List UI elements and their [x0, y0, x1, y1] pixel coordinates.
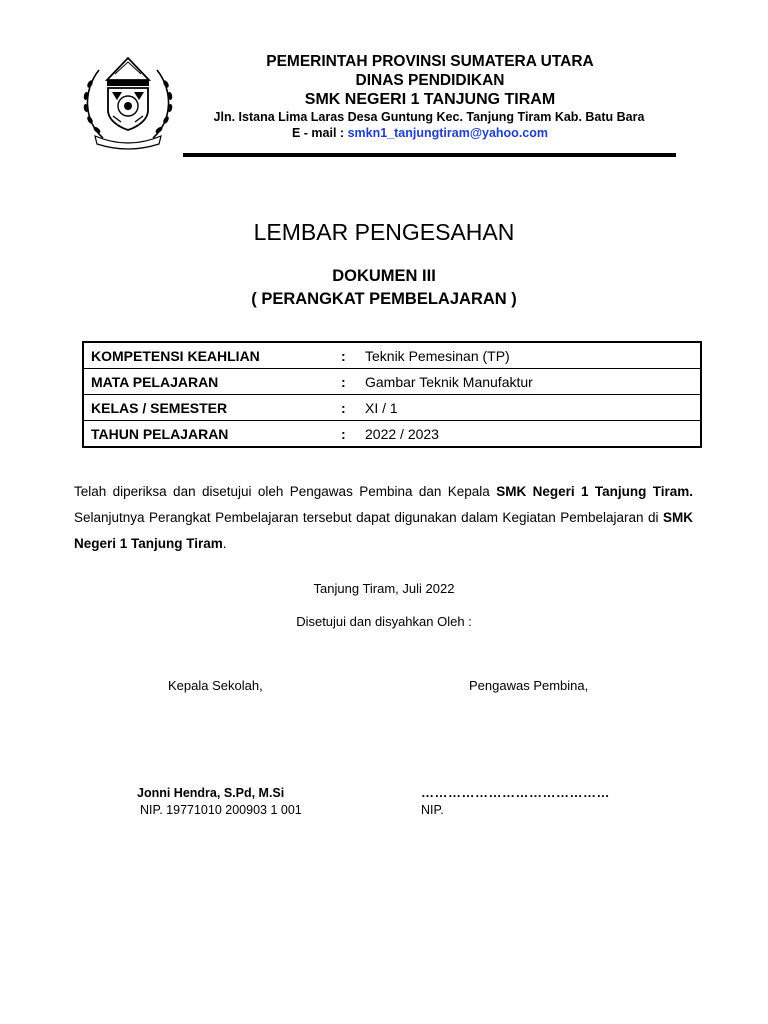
approval-paragraph: [74, 479, 693, 557]
principal-role: Kepala Sekolah,: [168, 678, 263, 693]
table-row: [83, 369, 701, 395]
info-key: KOMPETENSI KEAHLIAN: [83, 342, 341, 369]
info-colon: :: [341, 395, 363, 421]
paragraph-school-bold: SMK Negeri 1 Tanjung Tiram: [74, 510, 693, 551]
info-value: 2022 / 2023: [363, 421, 701, 448]
page-title: LEMBAR PENGESAHAN: [253, 219, 515, 245]
letterhead-email: [160, 126, 680, 140]
paragraph-text: Selanjutnya Perangkat Pembelajaran tersebut dapat digunakan dalam Kegiatan Pembelajaran di: [74, 510, 663, 525]
email-label: E - mail :: [291, 126, 348, 140]
info-value: Gambar Teknik Manufaktur: [363, 369, 701, 395]
supervisor-role: Pengawas Pembina,: [469, 678, 589, 693]
principal-name: Jonni Hendra, S.Pd, M.Si: [137, 786, 285, 800]
letterhead-school: SMK NEGERI 1 TANJUNG TIRAM: [304, 91, 556, 108]
supervisor-nip: NIP.: [421, 803, 444, 817]
paragraph-school-bold: SMK Negeri 1 Tanjung Tiram.: [496, 484, 693, 499]
document-number: DOKUMEN III: [332, 267, 436, 285]
paragraph-text: Telah diperiksa dan disetujui oleh Pengawas Pembina dan Kepala: [74, 484, 497, 499]
place-date: Tanjung Tiram, Juli 2022: [313, 581, 455, 596]
table-row: [83, 395, 701, 421]
info-colon: :: [341, 421, 363, 448]
email-link[interactable]: smkn1_tanjungtiram@yahoo.com: [347, 126, 548, 140]
document-subtitle: ( PERANGKAT PEMBELAJARAN ): [251, 290, 517, 308]
approved-by: Disetujui dan disyahkan Oleh :: [296, 614, 472, 629]
letterhead-address: Jln. Istana Lima Laras Desa Guntung Kec. Tanjung Tiram Kab. Batu Bara: [213, 110, 645, 124]
info-key: MATA PELAJARAN: [83, 369, 341, 395]
info-table: [82, 341, 702, 448]
info-value: Teknik Pemesinan (TP): [363, 342, 701, 369]
letterhead-government: PEMERINTAH PROVINSI SUMATERA UTARA: [266, 53, 594, 70]
info-colon: :: [341, 369, 363, 395]
supervisor-name-blank: ……………………………………: [421, 785, 610, 800]
letterhead-divider: [183, 153, 676, 157]
info-key: KELAS / SEMESTER: [83, 395, 341, 421]
info-value: XI / 1: [363, 395, 701, 421]
principal-nip: NIP. 19771010 200903 1 001: [140, 803, 302, 817]
info-key: TAHUN PELAJARAN: [83, 421, 341, 448]
paragraph-text: .: [222, 536, 227, 551]
table-row: [83, 342, 701, 369]
letterhead-agency: DINAS PENDIDIKAN: [355, 72, 505, 89]
info-colon: :: [341, 342, 363, 369]
table-row: [83, 421, 701, 448]
